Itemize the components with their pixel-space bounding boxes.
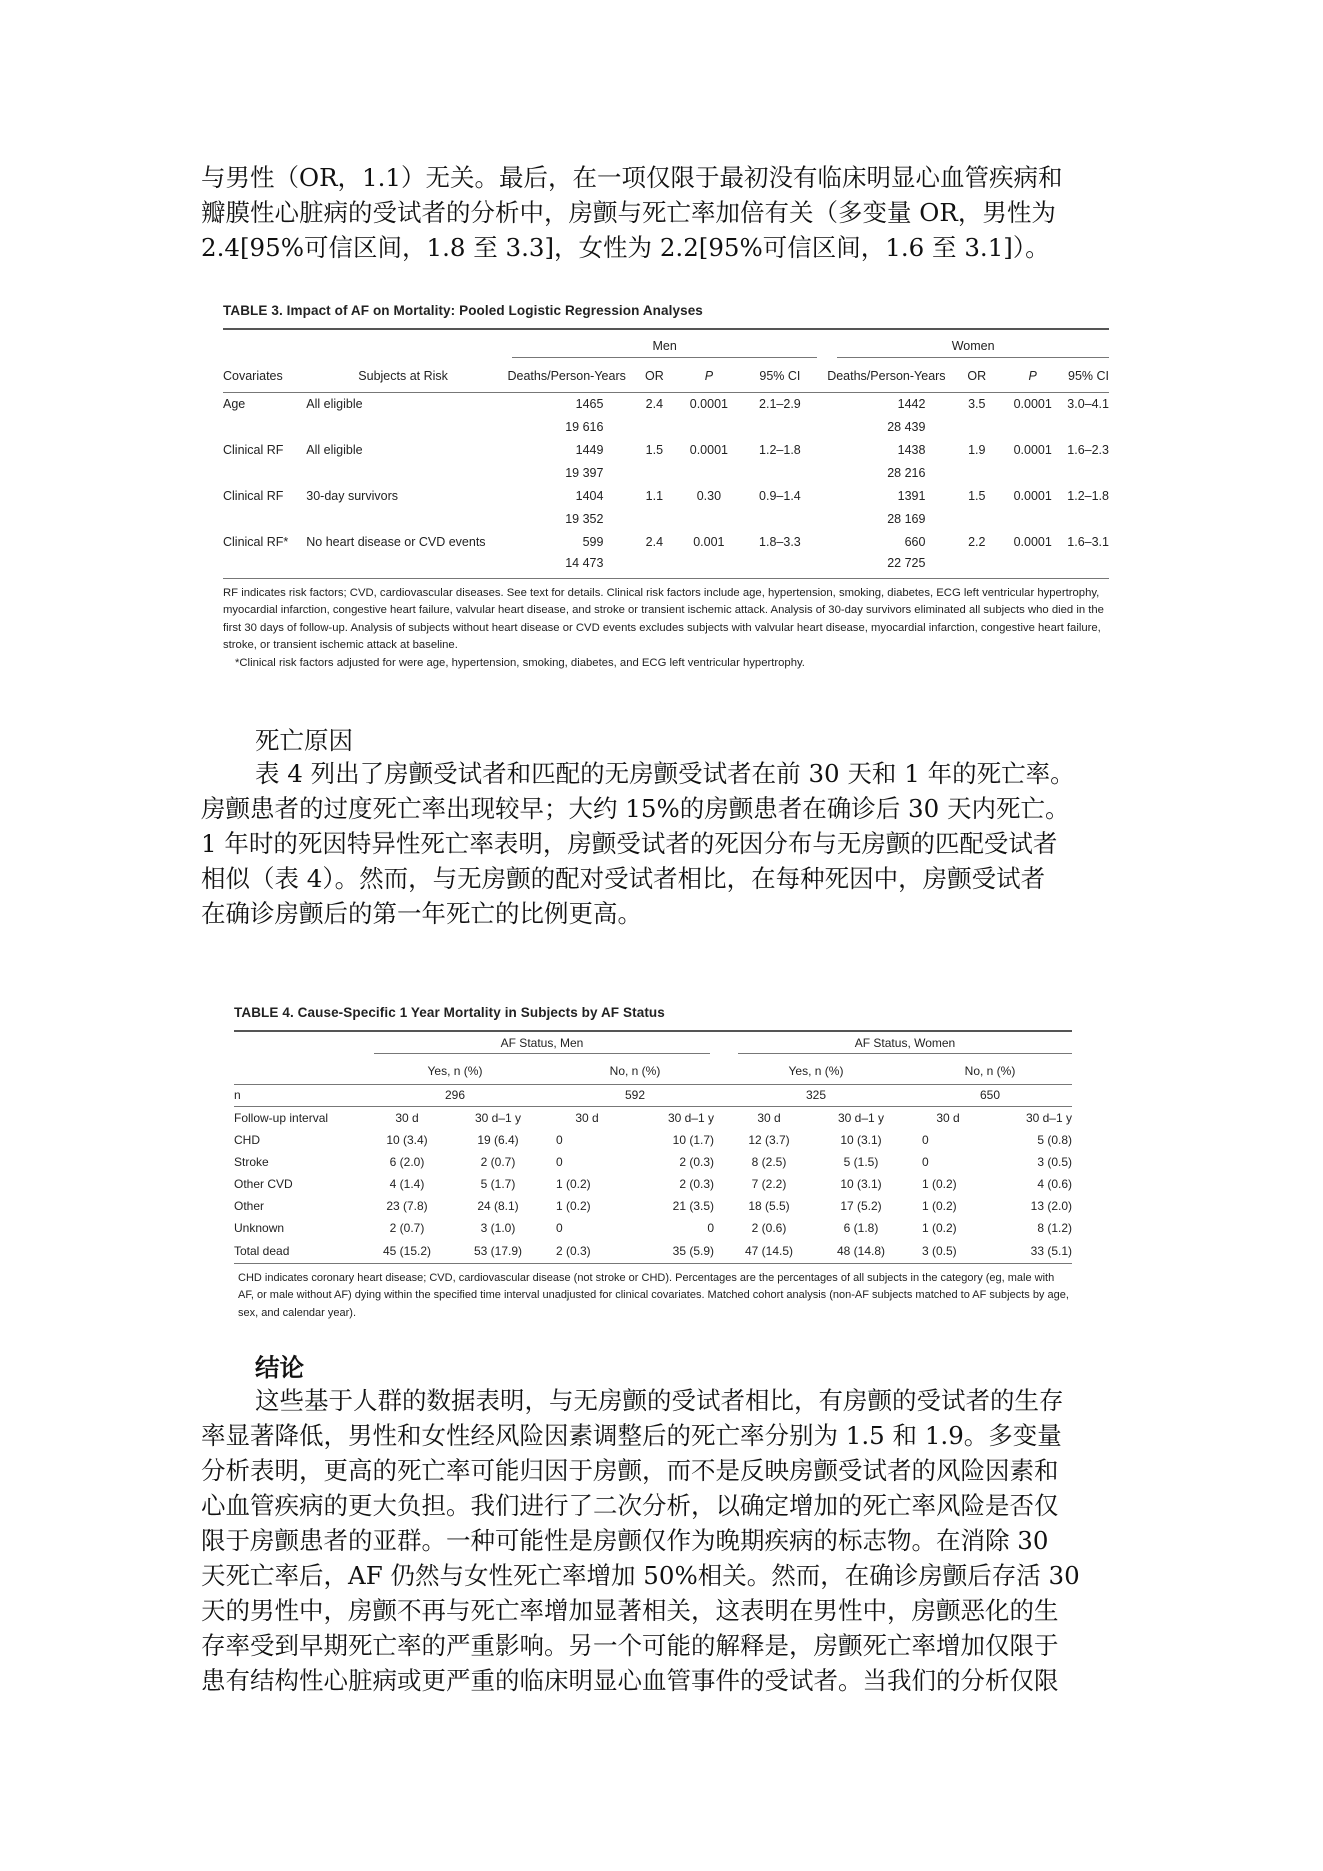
cell-p: 0.30 [696,488,722,503]
table-row [223,484,1109,507]
cell-value: 12 (3.7) [748,1133,790,1147]
group-header-women: Women [837,339,1109,358]
table-3-grid [223,330,1109,579]
cell-or: 1.9 [968,442,986,457]
cell-deaths: 599 [582,534,604,549]
cell-value: 0 [922,1155,929,1169]
cell-person-years: 22 725 [887,556,926,571]
cell-subjects: All eligible [306,442,363,457]
text-line: 率显著降低，男性和女性经风险因素调整后的死亡率分别为 1.5 和 1.9。多变量 [201,1421,1062,1450]
cell-value: 2 (0.3) [556,1243,591,1258]
cell-value: 10 (3.4) [386,1133,428,1147]
cell-value: 19 (6.4) [477,1133,519,1147]
text-line: 限于房颤患者的亚群。一种可能性是房颤仅作为晚期疾病的标志物。在消除 30 [201,1526,1049,1555]
cell-value: 6 (1.8) [843,1221,879,1235]
cell-or: 1.5 [645,442,664,457]
cell-value: 33 (5.1) [1030,1243,1072,1258]
text-line: 在确诊房颤后的第一年死亡的比例更高。 [201,899,642,928]
cell-value: 10 (3.1) [840,1177,882,1191]
cell-or: 2.4 [645,534,664,549]
table-row [234,1173,1072,1195]
cell-ci: 1.6–3.1 [1067,534,1109,549]
cell-label: Follow-up interval [234,1110,329,1125]
cell-value: 8 (1.2) [1037,1221,1072,1235]
col-deaths-men: Deaths/Person-Years [507,368,626,383]
cell-label: Other CVD [234,1177,293,1191]
table-3-footnote-2: *Clinical risk factors adjusted for were age, hypertension, smoking, diabetes, and ECG left ventricular hypertrophy. [235,656,805,669]
cell-value: 0 [556,1221,563,1235]
cell-value: 23 (7.8) [386,1199,428,1213]
text-line: 瓣膜性心脏病的受试者的分析中，房颤与死亡率加倍有关（多变量 OR，男性为 [201,198,1056,227]
cell-deaths: 1404 [575,488,604,503]
section-heading-cause-of-death: 死亡原因 [255,726,353,755]
cell-n: 650 [979,1088,1001,1102]
table-3-title: TABLE 3. Impact of AF on Mortality: Pooled Logistic Regression Analyses [223,303,703,318]
cell-p: 0.0001 [1013,396,1052,411]
cell-value: 4 (1.4) [389,1177,425,1191]
cell-p: 0.0001 [1013,442,1052,457]
cell-value: 17 (5.2) [840,1199,882,1213]
col-ci-men: 95% CI [759,368,801,383]
cell-value: 1 (0.2) [556,1177,591,1191]
table-row [223,530,1109,553]
cell-person-years: 28 169 [887,511,926,526]
col-or-women: OR [967,368,987,383]
cell-value: 13 (2.0) [1030,1199,1072,1213]
cell-person-years: 19 616 [565,419,604,434]
cell-value: 2 (0.7) [389,1221,425,1235]
col-no-women: No, n (%) [964,1063,1016,1078]
cell-label: Unknown [234,1221,285,1235]
cell-value: 3 (0.5) [1037,1155,1072,1169]
cell-person-years: 19 352 [565,511,604,526]
text-line: 房颤患者的过度死亡率出现较早；大约 15%的房颤患者在确诊后 30 天内死亡。 [201,794,1070,823]
cell-ci: 2.1–2.9 [759,396,801,411]
table-4-title: TABLE 4. Cause-Specific 1 Year Mortality in Subjects by AF Status [234,1005,665,1020]
col-p-women: P [1028,368,1037,383]
col-subjects: Subjects at Risk [358,368,448,383]
cell-covariate: Clinical RF* [223,534,289,549]
text-line: 相似（表 4）。然而，与无房颤的配对受试者相比，在每种死因中，房颤受试者 [201,864,1046,893]
cell-value: 2 (0.3) [679,1177,714,1191]
table-row-n [234,1084,1072,1106]
table-4 [234,1005,1072,1322]
cell-value: 10 (3.1) [840,1133,882,1147]
col-deaths-women: Deaths/Person-Years [827,368,946,383]
cell-or: 2.4 [645,396,664,411]
col-or-men: OR [644,368,664,383]
cell-value: 4 (0.6) [1037,1177,1072,1191]
cell-value: 6 (2.0) [389,1155,425,1169]
table-row-total [234,1239,1072,1263]
cell-person-years: 28 439 [887,419,926,434]
text-line: 1 年时的死因特异性死亡率表明，房颤受试者的死因分布与无房颤的匹配受试者 [201,829,1058,858]
cell-label: Other [234,1199,265,1213]
cell-value: 2 (0.7) [480,1155,516,1169]
cell-deaths: 660 [904,534,926,549]
cell-label: CHD [234,1133,260,1147]
cell-n: 592 [624,1088,646,1102]
cell-value: 24 (8.1) [477,1199,519,1213]
cell-or: 3.5 [968,396,986,411]
table-row [234,1151,1072,1173]
col-covariates: Covariates [223,368,283,383]
text-line: 天死亡率后，AF 仍然与女性死亡率增加 50%相关。然而，在确诊房颤后存活 30 [201,1561,1080,1590]
text-line: 2.4[95%可信区间，1.8 至 3.3]，女性为 2.2[95%可信区间，1.6 至 3.1]）。 [201,233,1050,262]
cell-person-years: 19 397 [565,465,604,480]
cell-label: n [234,1088,241,1102]
cell-value: 3 (1.0) [480,1221,516,1235]
text-line: 与男性（OR，1.1）无关。最后，在一项仅限于最初没有临床明显心血管疾病和 [201,163,1063,192]
cell-value: 53 (17.9) [473,1243,523,1258]
table-row [223,438,1109,461]
table-4-footnote: CHD indicates coronary heart disease; CVD, cardiovascular disease (not stroke or CHD). Percentages are the percentages of all subjects in the category (eg, male with AF, or male without AF) dying within the specified time interval unadjusted for clinical covariates. Matched cohort analysis (non-AF subjects matched to AF subjects by age, sex, and calendar year). [238,1271,1069,1319]
cell-interval: 30 d [936,1110,960,1125]
group-header-men: Men [512,339,817,358]
cell-interval: 30 d [757,1110,781,1125]
text-line: 天的男性中，房颤不再与死亡率增加显著相关，这表明在男性中，房颤恶化的生 [201,1596,1059,1625]
cell-value: 47 (14.5) [744,1243,794,1258]
conclusion-paragraph [201,1383,1131,1698]
cell-value: 1 (0.2) [922,1199,957,1213]
cell-interval: 30 d [575,1110,599,1125]
cell-p: 0.0001 [1013,534,1052,549]
cell-deaths: 1449 [575,442,604,457]
cell-value: 5 (1.5) [843,1155,879,1169]
group-header-af-men: AF Status, Men [374,1036,710,1054]
cell-interval: 30 d [395,1110,419,1125]
cell-value: 3 (0.5) [922,1243,957,1258]
cell-p: 0.0001 [689,442,728,457]
cell-value: 2 (0.3) [679,1155,714,1169]
cell-value: 1 (0.2) [556,1199,591,1213]
cell-label: Stroke [234,1155,269,1169]
cell-value: 2 (0.6) [751,1221,787,1235]
cell-p: 0.001 [693,534,725,549]
cell-subjects: No heart disease or CVD events [306,534,486,549]
cell-ci: 1.6–2.3 [1067,442,1109,457]
cell-value: 5 (0.8) [1037,1133,1072,1147]
col-ci-women: 95% CI [1068,368,1109,383]
cell-value: 18 (5.5) [748,1199,790,1213]
cell-value: 35 (5.9) [672,1243,714,1258]
intro-paragraph [201,160,1131,265]
cell-covariate: Age [223,396,246,411]
cell-interval: 30 d–1 y [837,1110,885,1125]
table-4-grid [234,1032,1072,1264]
cause-of-death-paragraph [201,756,1131,931]
col-no-men: No, n (%) [609,1063,661,1078]
col-p-men: P [704,368,714,383]
text-line: 存率受到早期死亡率的严重影响。另一个可能的解释是，房颤死亡率增加仅限于 [201,1631,1059,1660]
cell-value: 8 (2.5) [751,1155,787,1169]
cell-interval: 30 d–1 y [1025,1110,1072,1125]
text-line: 患有结构性心脏病或更严重的临床明显心血管事件的受试者。当我们的分析仅限 [201,1666,1059,1695]
cell-interval: 30 d–1 y [474,1110,522,1125]
cell-value: 0 [556,1155,563,1169]
text-line: 这些基于人群的数据表明，与无房颤的受试者相比，有房颤的受试者的生存 [255,1386,1064,1415]
table-row-interval [234,1106,1072,1129]
cell-ci: 1.2–1.8 [1067,488,1109,503]
cell-or: 2.2 [968,534,986,549]
cell-n: 325 [805,1088,827,1102]
cell-ci: 1.2–1.8 [759,442,801,457]
table-3 [223,303,1109,672]
table-row [223,392,1109,415]
cell-value: 5 (1.7) [480,1177,516,1191]
table-3-footnote: RF indicates risk factors; CVD, cardiovascular diseases. See text for details. Clinical risk factors include age, hypertension, smoking, diabetes, ECG left ventricular hypertrophy, myocardial infarction, congestive heart failure, valvular heart disease, and stroke or transient ischemic attack. Analysis of 30-day survivors eliminated all subjects who died in the first 30 days of follow-up. Analysis of subjects without heart disease or CVD events excludes subjects with valvular heart disease, myocardial infarction, congestive heart failure, stroke, or transient ischemic attack at baseline. [223,586,1104,651]
cell-covariate: Clinical RF [223,488,284,503]
text-line: 心血管疾病的更大负担。我们进行了二次分析，以确定增加的死亡率风险是否仅 [201,1491,1059,1520]
cell-deaths: 1391 [897,488,926,503]
col-yes-men: Yes, n (%) [427,1063,483,1078]
cell-deaths: 1438 [897,442,926,457]
cell-value: 21 (3.5) [672,1199,714,1213]
cell-value: 0 [922,1133,929,1147]
cell-p: 0.0001 [689,396,728,411]
table-row [234,1195,1072,1217]
section-heading-conclusion: 结论 [255,1353,304,1382]
cell-ci: 1.8–3.3 [759,534,801,549]
cell-person-years: 28 216 [887,465,926,480]
cell-value: 0 [707,1221,714,1235]
cell-value: 48 (14.8) [836,1243,886,1258]
cell-n: 296 [444,1088,466,1102]
col-yes-women: Yes, n (%) [788,1063,844,1078]
cell-subjects: All eligible [306,396,363,411]
cell-ci: 0.9–1.4 [759,488,801,503]
table-row [234,1217,1072,1239]
cell-label: Total dead [234,1243,290,1258]
text-line: 表 4 列出了房颤受试者和匹配的无房颤受试者在前 30 天和 1 年的死亡率。 [255,759,1075,788]
cell-p: 0.0001 [1013,488,1052,503]
cell-ci: 3.0–4.1 [1067,396,1109,411]
cell-value: 7 (2.2) [751,1177,787,1191]
group-header-af-women: AF Status, Women [738,1036,1072,1054]
cell-interval: 30 d–1 y [667,1110,714,1125]
cell-deaths: 1442 [897,396,926,411]
cell-value: 1 (0.2) [922,1221,957,1235]
cell-subjects: 30-day survivors [306,488,398,503]
table-row [234,1129,1072,1151]
text-line: 分析表明，更高的死亡率可能归因于房颤，而不是反映房颤受试者的风险因素和 [201,1456,1059,1485]
cell-or: 1.5 [968,488,986,503]
cell-covariate: Clinical RF [223,442,284,457]
cell-value: 10 (1.7) [672,1133,714,1147]
cell-person-years: 14 473 [565,556,604,571]
cell-deaths: 1465 [575,396,604,411]
cell-value: 0 [556,1133,563,1147]
cell-value: 45 (15.2) [382,1243,432,1258]
cell-value: 1 (0.2) [922,1177,957,1191]
cell-or: 1.1 [645,488,664,503]
